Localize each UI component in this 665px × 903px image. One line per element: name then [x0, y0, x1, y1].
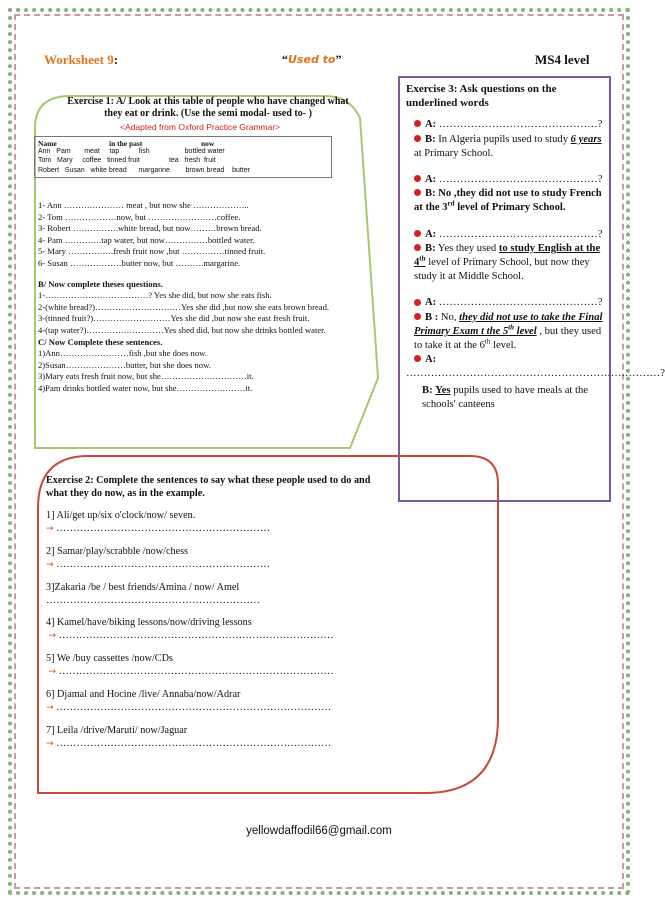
sentence-line: 3)Mary eats fresh fruit now, but she…………………………it. [38, 371, 254, 382]
arrow-icon: → [46, 739, 54, 749]
table-row: Tom Mary coffee tinned fruit tea fresh fruit [38, 157, 216, 164]
exercise1-source: <Adapted from Oxford Practice Grammar> [120, 122, 281, 132]
answer-b-4: B : No, they did not use to take the Final Primary Exam t the 5th level , but they used to take it at the 6th level. [414, 311, 603, 352]
list-item: 4] Kamel/have/biking lessons/now/driving lessons → ……………………………………………………………………… [46, 617, 334, 641]
answer-b-1: B: In Algeria pupils used to study 6 years at Primary School. [414, 133, 602, 159]
bullet-icon [414, 244, 421, 251]
sentence-line: 6- Susan ………………butter now, but ……….margarine. [38, 257, 241, 268]
exercise1-box [30, 88, 380, 458]
answer-b-2: B: No ,they did not use to study French at the 3rd level of Primary School. [414, 188, 602, 214]
table-row: Ann Pam meat tap fish bottled water [38, 148, 225, 155]
question-a-2: A: ………………………………………? [406, 173, 610, 187]
table-row: Robert Susan white bread margarine brown bread butter [38, 167, 251, 174]
answer-b-3: B: Yes they used to study English at the 4th level of Primary School, but now they study it at Middle School. [414, 242, 601, 283]
sentence-line: 4)Pam drinks bottled water now, but she……………………it. [38, 382, 253, 393]
exercise1-lines [38, 200, 374, 395]
exercise2-box [30, 448, 502, 800]
list-item: 5] We /buy cassettes /now/CDs → ……………………………………………………………………… [46, 653, 334, 677]
table-header-now: now [201, 139, 215, 148]
arrow-icon: → [46, 703, 54, 713]
worksheet-title: “Used to” [282, 52, 342, 66]
arrow-icon: → [46, 560, 54, 570]
list-item: 2] Samar/play/scrabble /now/chess → ……………………………………………………… [46, 546, 271, 570]
footer-email: yellowdaffodil66@gmail.com [246, 825, 392, 837]
table-header-past: in the past [109, 139, 143, 148]
question-line: 4-(tap water?)………………………Yes shed did, but now she drinks bottled water. [38, 324, 326, 335]
bullet-icon [414, 120, 421, 127]
answer-b-5: B: Yes pupils used to have meals at the schools' canteens [422, 384, 588, 410]
list-item: 3]Zakaria /be / best friends/Amina / now/ Amel ……………………………………………………… [46, 582, 260, 606]
bullet-icon [414, 230, 421, 237]
sentence-line: 2- Tom ………………now, but ……………………coffee. [38, 211, 241, 222]
worksheet-number: Worksheet 9: [44, 52, 119, 67]
arrow-icon: → [48, 631, 57, 641]
list-item: 7] Leila /drive/Maruti/ now/Jaguar → ……………………………………………………………………… [46, 725, 332, 749]
bullet-icon [414, 175, 421, 182]
level-label: MS4 level [535, 52, 590, 67]
question-line: 2-(white bread?)…………………………Yes she did ,but now she eats brown bread. [38, 301, 330, 312]
question-line: 1-………………………………? Yes she did, but now she eats fish. [38, 290, 272, 301]
sentence-line: 1)Ann……………………fish ,but she does now. [38, 348, 207, 359]
sentence-line: 1- Ann ………………… meat , but now she ……………….. [38, 200, 249, 210]
arrow-icon: → [46, 524, 54, 534]
bullet-icon [414, 299, 421, 306]
sentence-line: 4- Pam ………….tap water, but now……………bottled water. [38, 234, 255, 245]
question-a-4: A: ………………………………………? [406, 296, 610, 310]
sentence-line: 3- Robert …………….white bread, but now………brown bread. [38, 223, 262, 234]
part-c-title: C/ Now Complete these sentences. [38, 336, 163, 347]
arrow-icon: → [48, 667, 57, 677]
bullet-icon [414, 313, 421, 320]
exercise3-box [398, 76, 665, 502]
exercise2-title: Exercise 2: Complete the sentences to say what these people used to do and what they do now, as in the example. [46, 475, 371, 499]
food-table [34, 136, 332, 178]
sentence-line: 2)Susan…………………butter, but she does now. [38, 359, 211, 370]
answer-line-5: ………………………………………………………………? [406, 368, 665, 380]
question-a-3: A: ………………………………………? [406, 228, 610, 242]
bullet-icon [414, 135, 421, 142]
part-b-title: B/ Now complete theses questions. [38, 278, 163, 289]
question-line: 3-(tinned fruit?)………………………Yes she did ,but now she east fresh fruit. [38, 313, 310, 324]
list-item: 1] Ali/get up/six o'clock/now/ seven. → ……………………………………………………… [46, 510, 271, 534]
table-header-name: Name [38, 139, 57, 148]
bullet-icon [414, 355, 421, 362]
exercise1-title: Exercise 1: A/ Look at this table of people who have changed what they eat or drink. (Use the semi modal- used to- ) [67, 96, 349, 119]
exercise3-title: Exercise 3: Ask questions on the underlined words [406, 83, 557, 110]
question-a-1: A: ………………………………………? [406, 118, 610, 132]
question-a-5: A: [406, 353, 610, 367]
sentence-line: 5- Mary …………….fresh fruit now ,but ……………tinned fruit. [38, 246, 266, 257]
bullet-icon [414, 189, 421, 196]
list-item: 6] Djamal and Hocine /live/ Annaba/now/Adrar → ……………………………………………………………………… [46, 689, 332, 713]
